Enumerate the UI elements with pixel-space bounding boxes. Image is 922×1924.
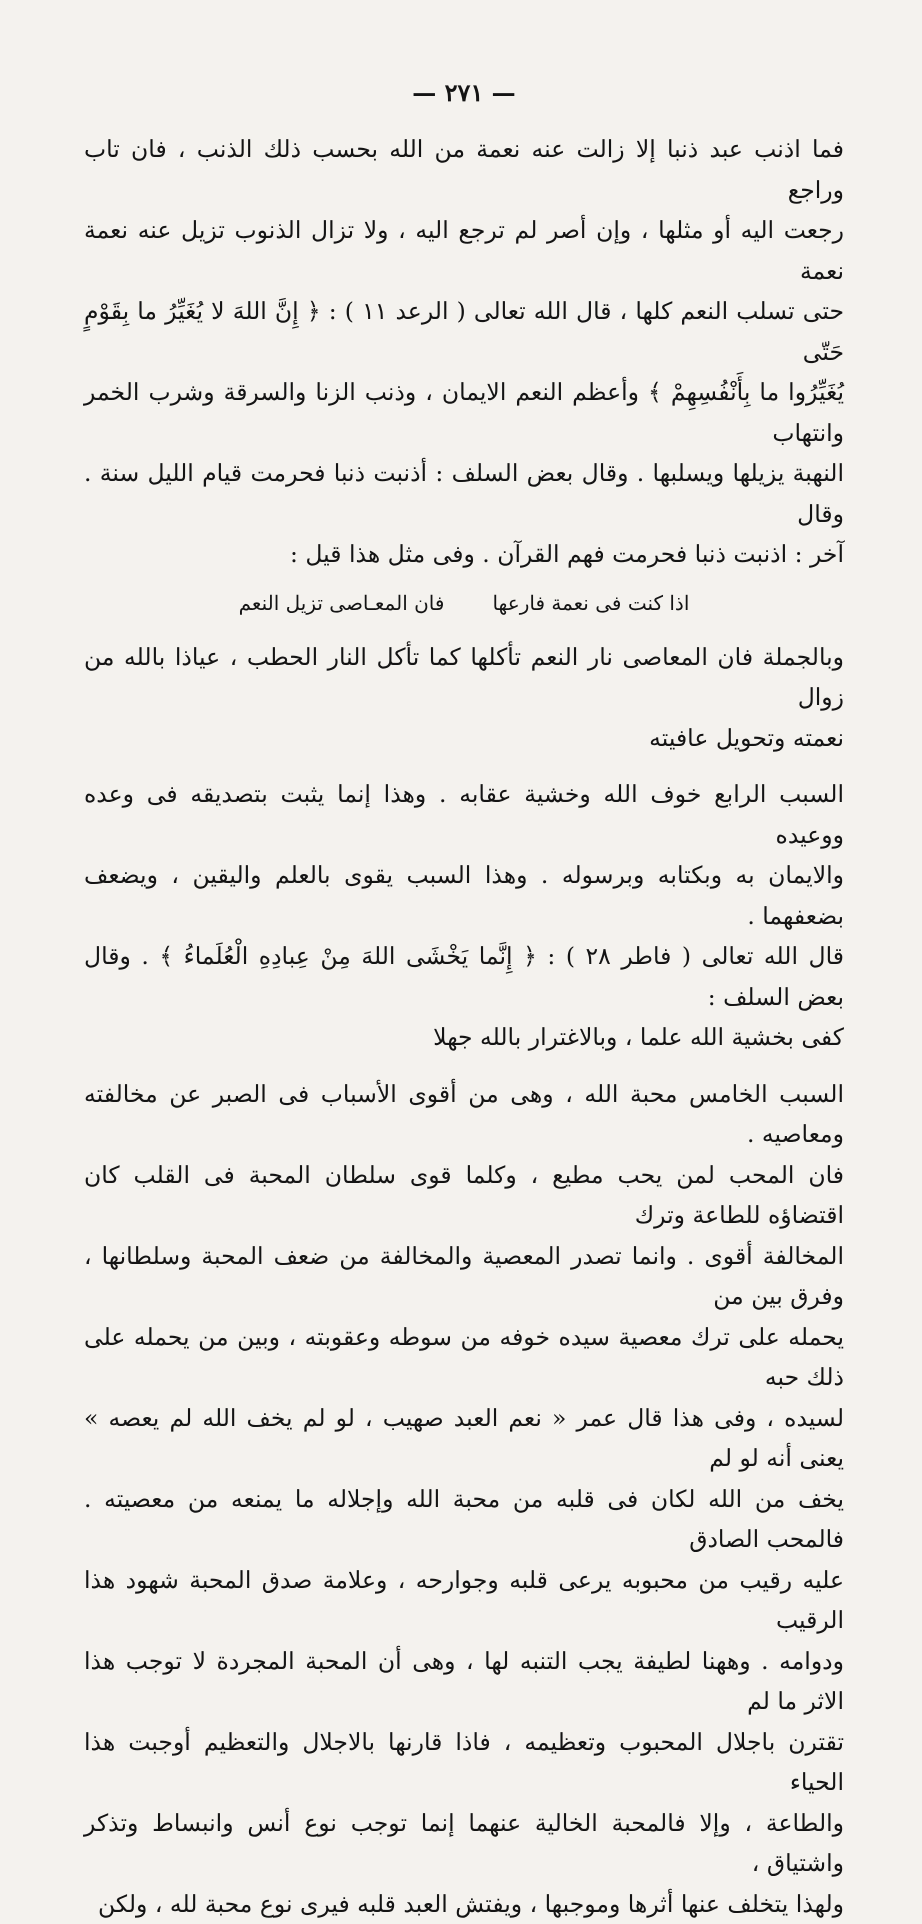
text-line: آخر : اذنبت ذنبا فحرمت فهم القرآن . وفى مثل هذا قيل :: [84, 534, 844, 575]
text-line: يخف من الله لكان فى قلبه من محبة الله وإجلاله ما يمنعه من معصيته . فالمحب الصادق: [84, 1479, 844, 1560]
page-number: — ٢٧١ —: [84, 78, 844, 107]
text-line: عليه رقيب من محبوبه يرعى قلبه وجوارحه ، وعلامة صدق المحبة شهود هذا الرقيب: [84, 1560, 844, 1641]
text-line: المخالفة أقوى . وانما تصدر المعصية والمخالفة من ضعف المحبة وسلطانها ، وفرق بين من: [84, 1236, 844, 1317]
text-line: فما اذنب عبد ذنبا إلا زالت عنه نعمة من الله بحسب ذلك الذنب ، فان تاب وراجع: [84, 129, 844, 210]
paragraph-summary: [84, 637, 844, 759]
text-line: السبب الخامس محبة الله ، وهى من أقوى الأسباب فى الصبر عن مخالفته ومعاصيه .: [84, 1074, 844, 1155]
paragraph-fourth-reason: [84, 774, 844, 1058]
paragraph-fifth-reason: [84, 1074, 844, 1924]
text-line: يُغَيِّرُوا ما بِأَنْفُسِهِمْ ﴾ وأعظم النعم الايمان ، وذنب الزنا والسرقة وشرب الخمر وانتهاب: [84, 372, 844, 453]
text-line: تقترن باجلال المحبوب وتعظيمه ، فاذا قارنها بالاجلال والتعظيم أوجبت هذا الحياء: [84, 1722, 844, 1803]
text-line: وبالجملة فان المعاصى نار النعم تأكلها كما تأكل النار الحطب ، عياذا بالله من زوال: [84, 637, 844, 718]
text-line: رجعت اليه أو مثلها ، وإن أصر لم ترجع اليه ، ولا تزال الذنوب تزيل عنه نعمة نعمة: [84, 210, 844, 291]
text-line: قال الله تعالى ( فاطر ٢٨ ) : ﴿ إِنَّما يَخْشَى اللهَ مِنْ عِبادِهِ الْعُلَماءُ ﴾ . وقال بعض السلف :: [84, 936, 844, 1017]
text-line: نعمته وتحويل عافيته: [84, 718, 844, 759]
text-line: والايمان به وبكتابه وبرسوله . وهذا السبب يقوى بالعلم واليقين ، ويضعف بضعفهما .: [84, 855, 844, 936]
text-line: السبب الرابع خوف الله وخشية عقابه . وهذا إنما يثبت بتصديقه فى وعده ووعيده: [84, 774, 844, 855]
text-line: لسيده ، وفى هذا قال عمر « نعم العبد صهيب ، لو لم يخف الله لم يعصه » يعنى أنه لو لم: [84, 1398, 844, 1479]
text-line: يحمله على ترك معصية سيده خوفه من سوطه وعقوبته ، وبين من يحمله على ذلك حبه: [84, 1317, 844, 1398]
paragraph-sins-remove-blessings: [84, 129, 844, 575]
text-line: النهبة يزيلها ويسلبها . وقال بعض السلف : أذنبت ذنبا فحرمت قيام الليل سنة . وقال: [84, 453, 844, 534]
text-line: حتى تسلب النعم كلها ، قال الله تعالى ( الرعد ١١ ) : ﴿ إِنَّ اللهَ لا يُغَيِّرُ ما بِقَوْمٍ حَتّى: [84, 291, 844, 372]
verse-first-hemistich: اذا كنت فى نعمة فارعها: [492, 583, 689, 623]
text-line: كفى بخشية الله علما ، وبالاغترار بالله جهلا: [84, 1017, 844, 1058]
text-line: ودوامه . وههنا لطيفة يجب التنبه لها ، وهى أن المحبة المجردة لا توجب هذا الاثر ما لم: [84, 1641, 844, 1722]
text-line: فان المحب لمن يحب مطيع ، وكلما قوى سلطان المحبة فى القلب كان اقتضاؤه للطاعة وترك: [84, 1155, 844, 1236]
text-line: ولهذا يتخلف عنها أثرها وموجبها ، ويفتش العبد قلبه فيرى نوع محبة لله ، ولكن: [84, 1884, 844, 1924]
verse-second-hemistich: فان المعـاصى تزيل النعم: [239, 583, 445, 623]
text-line: والطاعة ، وإلا فالمحبة الخالية عنهما إنما توجب نوع أنس وانبساط وتذكر واشتياق ،: [84, 1803, 844, 1884]
poetry-verse: [84, 583, 844, 623]
page-body: [84, 129, 844, 1924]
